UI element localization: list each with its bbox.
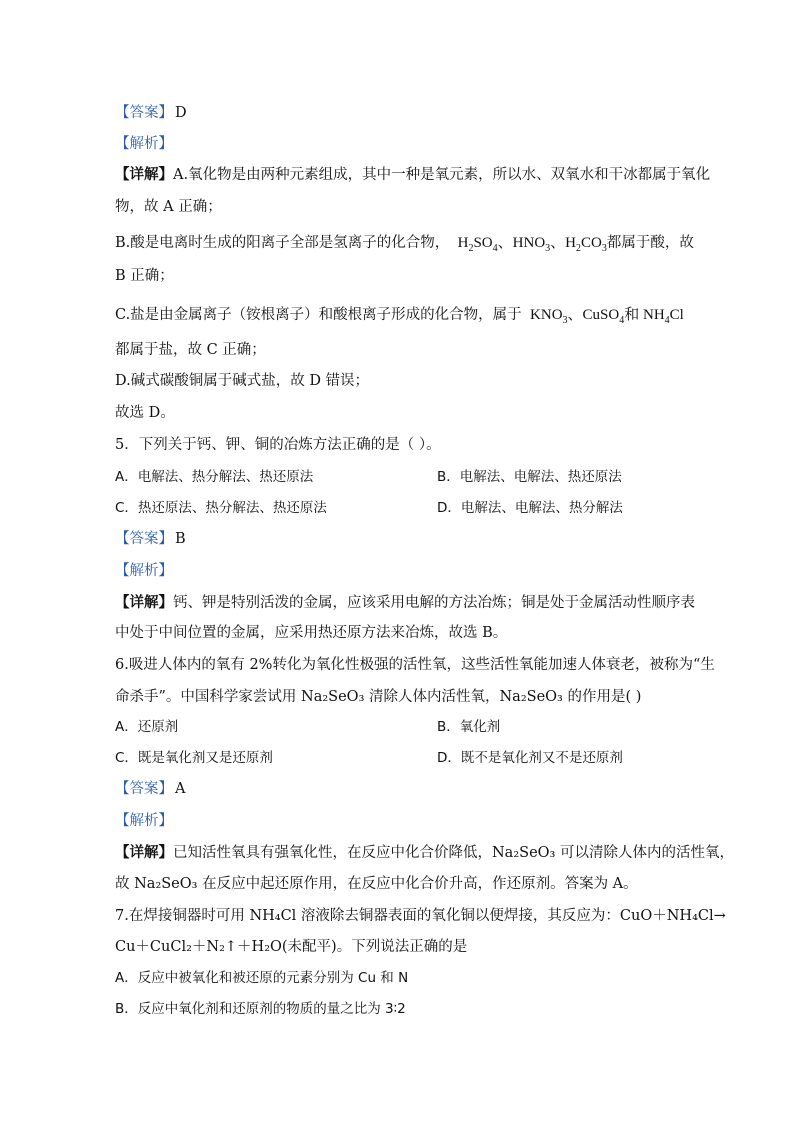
detail-label: 【详解】 [115, 166, 173, 183]
analysis-label: 【解析】 [115, 136, 173, 152]
q4-b-line1 [115, 233, 694, 253]
q5-detail-line2: 中处于中间位置的金属，应采用热还原方法来冶炼，故选 B。 [115, 625, 508, 641]
q4-b-prefix: B.酸是电离时生成的阳离子全部是氢离子的化合物， [115, 235, 450, 251]
detail-label: 【详解】 [115, 844, 173, 861]
q6-detail-line2: 故 Na₂SeO₃ 在反应中起还原作用，在反应中化合价升高，作还原剂。答案为 A。 [115, 876, 638, 892]
q6-option-c: C．既是氧化剂又是还原剂 [115, 750, 273, 766]
q5-stem: 5．下列关于钙、钾、铜的冶炼方法正确的是（ ）。 [115, 437, 441, 453]
q4-c-prefix: C.盐是由金属离子（铵根离子）和酸根离子形成的化合物，属于 [115, 307, 522, 323]
q6-detail-line1 [115, 843, 734, 863]
analysis-label: 【解析】 [115, 813, 173, 829]
analysis-label: 【解析】 [115, 563, 173, 579]
q4-a-line1: A.氧化物是由两种元素组成，其中一种是氧元素，所以水、双氧水和干冰都属于氧化 [173, 167, 711, 183]
q4-b-suffix: 都属于酸，故 [606, 235, 694, 251]
q5-answer-line [115, 529, 186, 549]
q4-c-line2: 都属于盐，故 C 正确； [115, 342, 266, 358]
q6-answer: A [175, 781, 186, 797]
q7-stem-line1: 7.在焊接铜器时可用 NH₄Cl 溶液除去铜器表面的氧化铜以便焊接，其反应为：CuO＋NH₄Cl→ [115, 908, 726, 924]
answer-label: 【答案】 [115, 105, 173, 121]
q5-option-b: B．电解法、电解法、热还原法 [437, 469, 622, 485]
answer-label: 【答案】 [115, 531, 173, 547]
q6-stem-line2: 命杀手”。中国科学家尝试用 Na₂SeO₃ 清除人体内活性氧，Na₂SeO₃ 的作用是( ) [115, 689, 642, 705]
q4-answer-line [115, 103, 187, 123]
q4-analysis-label [115, 134, 173, 154]
q6-option-d: D．既不是氧化剂又不是还原剂 [437, 750, 623, 766]
q4-c-line1 [115, 305, 684, 325]
q6-detail-text1: 已知活性氧具有强氧化性，在反应中化合价降低，Na₂SeO₃ 可以清除人体内的活性氧， [173, 845, 734, 861]
q6-stem-line1: 6.吸进人体内的氧有 2%转化为氧化性极强的活性氧，这些活性氧能加速人体衰老，被称为“生 [115, 657, 715, 673]
q5-detail-line1 [115, 593, 695, 613]
salt-formulas: $KNO_3$、CuSO$_4$和 $NH_4Cl$ [526, 307, 684, 326]
q5-answer: B [175, 531, 186, 547]
q7-option-b: B．反应中氧化剂和还原剂的物质的量之比为 3∶2 [115, 1001, 406, 1017]
q5-detail-text1: 钙、钾是特别活泼的金属，应该采用电解的方法冶炼；铜是处于金属活动性顺序表 [173, 595, 695, 611]
q4-detail-line1 [115, 165, 710, 185]
q6-answer-line [115, 779, 185, 799]
q7-stem-line2: Cu＋CuCl₂＋N₂↑＋H₂O(未配平)。下列说法正确的是 [115, 939, 468, 955]
answer-label: 【答案】 [115, 781, 173, 797]
q7-option-a: A．反应中被氧化和被还原的元素分别为 Cu 和 N [115, 970, 409, 986]
q4-answer: D [175, 105, 187, 121]
detail-label: 【详解】 [115, 594, 173, 611]
q4-d-line: D.碱式碳酸铜属于碱式盐，故 D 错误； [115, 373, 370, 389]
q4-choice: 故选 D。 [115, 405, 175, 421]
q5-option-a: A．电解法、热分解法、热还原法 [115, 469, 314, 485]
q5-option-c: C．热还原法、热分解法、热还原法 [115, 500, 327, 516]
q5-option-d: D．电解法、电解法、热分解法 [437, 500, 623, 516]
q5-analysis-label [115, 561, 173, 581]
acid-formulas: $H_2SO_4$、$HNO_3$、$H_2CO_3$ [453, 235, 607, 254]
q6-option-b: B．氧化剂 [437, 719, 501, 735]
q4-b-line2: B 正确； [115, 268, 174, 284]
q6-analysis-label [115, 811, 173, 831]
q4-a-line2: 物，故 A 正确； [115, 199, 222, 215]
q6-option-a: A．还原剂 [115, 719, 179, 735]
